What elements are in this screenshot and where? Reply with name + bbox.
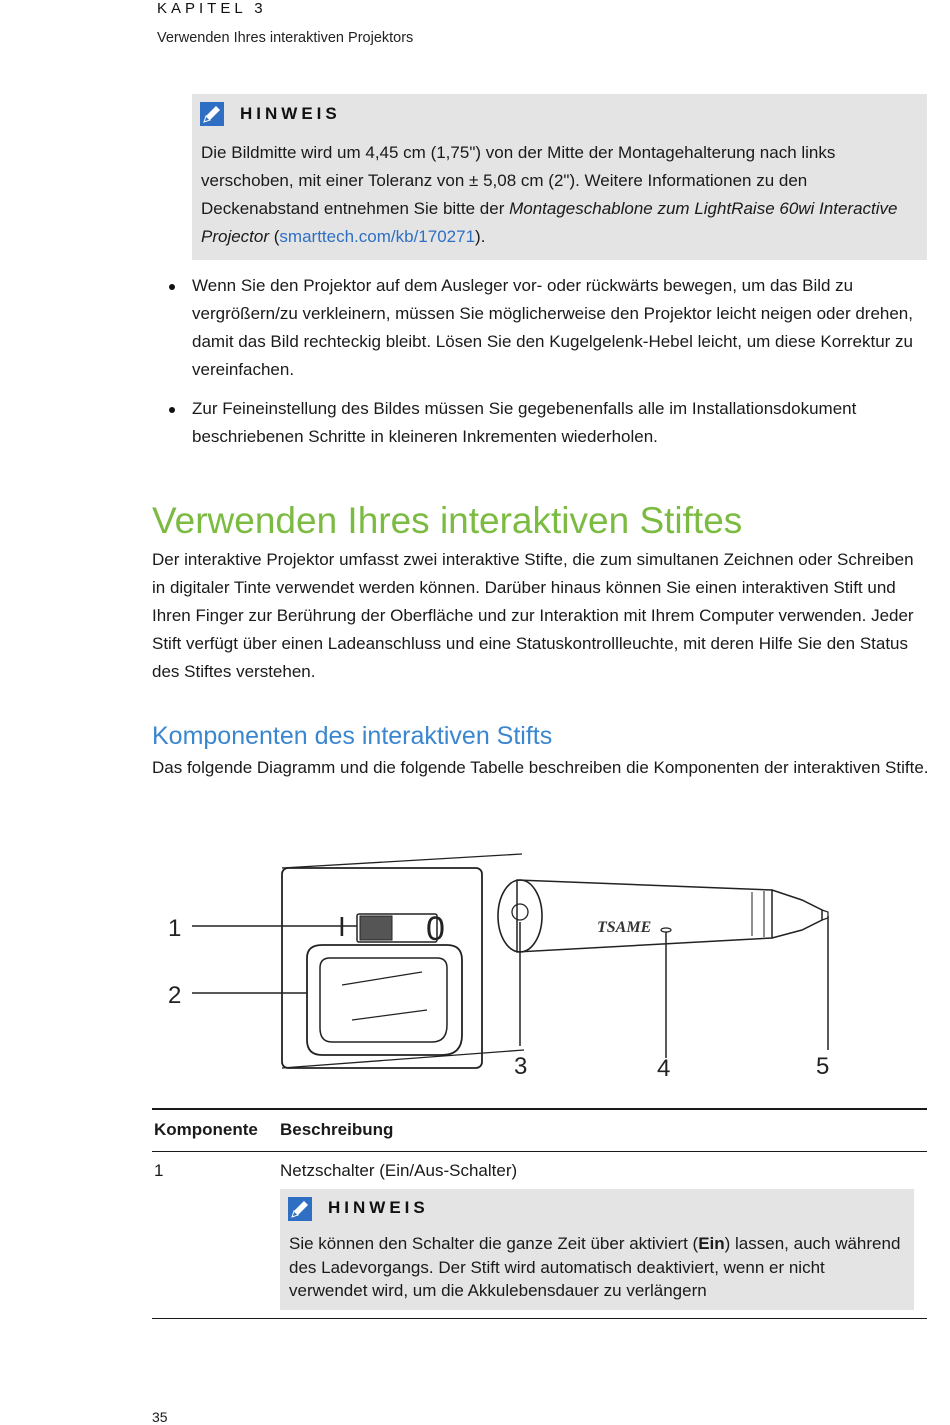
pen-diagram xyxy=(152,850,852,1090)
chapter-subtitle: Verwenden Ihres interaktiven Projektors xyxy=(157,30,414,46)
table-header-rule xyxy=(152,1151,927,1152)
table-bottom-rule xyxy=(152,1318,927,1319)
table-note-box xyxy=(280,1189,914,1310)
bullet-list xyxy=(167,272,927,462)
callout-5: 5 xyxy=(816,1053,830,1080)
note-pencil-icon xyxy=(288,1197,312,1221)
bullet-dot-icon xyxy=(169,407,175,413)
bullet-item: Zur Feineinstellung des Bildes müssen Sie gegebenenfalls alle im Installationsdokument beschriebenen Schritte in kleineren Inkrementen wiederholen. xyxy=(167,395,927,451)
page-number: 35 xyxy=(152,1409,168,1425)
note-pencil-icon xyxy=(200,102,224,126)
table-top-rule xyxy=(152,1108,927,1110)
bullet-dot-icon xyxy=(169,284,175,290)
note-box xyxy=(192,94,927,260)
note-title: HINWEIS xyxy=(240,104,341,123)
table-cell-description: Netzschalter (Ein/Aus-Schalter) xyxy=(280,1161,518,1180)
pen-brand: TSAME xyxy=(597,919,652,936)
kb-link[interactable]: smarttech.com/kb/170271 xyxy=(279,227,476,246)
section-paragraph: Der interaktive Projektor umfasst zwei interaktive Stifte, die zum simultanen Zeichnen oder Schreiben in digitaler Tinte verwendet werden können. Darüber hinaus können Sie einen interaktiven Stift und Ihren Finger zur Berührung der Oberfläche und zur Interaktion mit Ihrem Computer verwenden. Jeder Stift verfügt über einen Ladeanschluss und eine Statuskontrollleuchte, mit deren Hilfe Sie den Status des Stiftes verstehen. xyxy=(152,550,914,681)
subsection-heading: Komponenten des interaktiven Stifts xyxy=(152,722,553,750)
callout-3: 3 xyxy=(514,1053,528,1080)
switch-on-label: I xyxy=(338,911,346,942)
note-text: Die Bildmitte wird um 4,45 cm (1,75") von der Mitte der Montagehalterung nach links verschoben, mit einer Toleranz von ± 5,08 cm (2"). Weitere Informationen zu den Deckenabstand entnehmen Sie bitte der Montageschablone zum LightRaise 60wi Interactive Projector (smarttech.com/kb/170271). xyxy=(201,143,898,246)
note-title: HINWEIS xyxy=(328,1198,429,1217)
callout-1: 1 xyxy=(168,915,182,942)
callout-4: 4 xyxy=(657,1055,671,1082)
bullet-item: Wenn Sie den Projektor auf dem Ausleger vor- oder rückwärts bewegen, um das Bild zu vergrößern/zu verkleinern, müssen Sie möglicherweise den Projektor leicht neigen oder drehen, damit das Bild rechteckig bleibt. Lösen Sie den Kugelgelenk-Hebel leicht, um diese Korrektur zu vereinfachen. xyxy=(167,272,927,384)
subsection-paragraph: Das folgende Diagramm und die folgende Tabelle beschreiben die Komponenten der interaktiven Stifte. xyxy=(152,758,929,777)
callout-2: 2 xyxy=(168,982,182,1009)
switch-off-label: 0 xyxy=(426,910,445,948)
table-header-component: Komponente xyxy=(154,1120,258,1139)
section-heading: Verwenden Ihres interaktiven Stiftes xyxy=(152,500,743,541)
table-cell-component: 1 xyxy=(154,1161,164,1180)
note-text: Sie können den Schalter die ganze Zeit über aktiviert (Ein) lassen, auch während des Ladevorgangs. Der Stift wird automatisch deaktiviert, wenn er nicht verwendet wird, um die Akkulebensdauer zu verlängern xyxy=(289,1234,901,1300)
chapter-label: KAPITEL 3 xyxy=(157,0,267,17)
table-header-description: Beschreibung xyxy=(280,1120,394,1139)
